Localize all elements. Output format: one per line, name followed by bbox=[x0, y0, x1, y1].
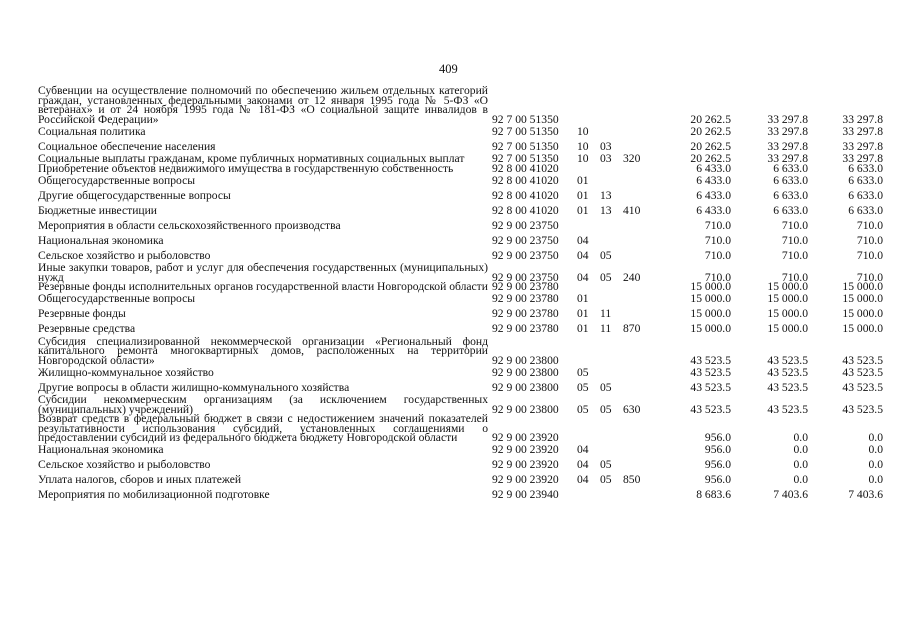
row-target-code: 92 7 00 51350 bbox=[492, 112, 559, 126]
row-subsection bbox=[600, 86, 623, 124]
row-target-code: 92 9 00 23780 bbox=[492, 280, 559, 293]
row-value-year3: 15 000.0 bbox=[842, 307, 883, 321]
row-target-code: 92 8 00 41020 bbox=[492, 203, 559, 217]
row-name: Иные закупки товаров, работ и услуг для обеспечения государственных (муниципальных) нужд bbox=[38, 261, 488, 284]
row-subsection bbox=[600, 218, 623, 233]
table-row bbox=[38, 488, 883, 503]
row-value-year1: 15 000.0 bbox=[690, 292, 731, 306]
table-row bbox=[38, 203, 883, 218]
row-expense-type bbox=[623, 173, 661, 188]
row-value-year1: 20 262.5 bbox=[690, 112, 731, 126]
table-row bbox=[38, 86, 883, 124]
row-value-year1: 43 523.5 bbox=[690, 402, 731, 416]
row-expense-type bbox=[623, 86, 661, 124]
row-section: 01 bbox=[577, 188, 589, 202]
row-target-code: 92 7 00 51350 bbox=[492, 152, 559, 165]
row-value-year2: 43 523.5 bbox=[767, 402, 808, 416]
row-value-year2: 710.0 bbox=[781, 218, 808, 232]
row-section bbox=[577, 488, 600, 503]
row-expense-type: 320 bbox=[623, 152, 641, 165]
row-target-code: 92 9 00 23800 bbox=[492, 380, 559, 394]
row-value-year3: 0.0 bbox=[868, 443, 883, 457]
row-value-year2: 6 633.0 bbox=[773, 203, 808, 217]
table-row bbox=[38, 337, 883, 366]
row-value-year3: 710.0 bbox=[856, 218, 883, 232]
row-name: Национальная экономика bbox=[38, 443, 164, 457]
row-target-code: 92 9 00 23940 bbox=[492, 488, 559, 502]
row-value-year3: 6 633.0 bbox=[848, 203, 883, 217]
row-name: Мероприятия в области сельскохозяйственного производства bbox=[38, 218, 341, 232]
row-expense-type bbox=[623, 233, 661, 248]
row-value-year3: 15 000.0 bbox=[842, 292, 883, 306]
row-expense-type: 870 bbox=[623, 322, 641, 336]
row-expense-type bbox=[623, 292, 661, 307]
table-row bbox=[38, 233, 883, 248]
row-name: Резервные средства bbox=[38, 322, 136, 336]
row-value-year2: 33 297.8 bbox=[767, 152, 808, 165]
row-section: 10 bbox=[577, 124, 589, 138]
row-value-year1: 15 000.0 bbox=[690, 307, 731, 321]
row-value-year1: 710.0 bbox=[704, 248, 731, 262]
row-name: Субсидия специализированной некоммерческой организации «Региональный фонд капитального ремонта многоквартирных домов, расположенных на территории Новгородской области» bbox=[38, 334, 488, 367]
row-value-year2: 15 000.0 bbox=[767, 307, 808, 321]
row-value-year3: 0.0 bbox=[868, 458, 883, 472]
row-value-year2: 710.0 bbox=[781, 248, 808, 262]
row-value-year3: 0.0 bbox=[868, 431, 883, 444]
row-target-code: 92 9 00 23750 bbox=[492, 248, 559, 262]
row-value-year2: 43 523.5 bbox=[767, 365, 808, 379]
row-value-year2: 33 297.8 bbox=[767, 112, 808, 126]
table-row bbox=[38, 443, 883, 458]
row-value-year1: 43 523.5 bbox=[690, 365, 731, 379]
row-name: Мероприятия по мобилизационной подготовке bbox=[38, 488, 270, 502]
row-section: 01 bbox=[577, 203, 589, 217]
row-subsection bbox=[600, 414, 623, 443]
row-name: Другие общегосударственные вопросы bbox=[38, 188, 231, 202]
row-value-year1: 6 433.0 bbox=[696, 203, 731, 217]
row-name: Уплата налогов, сборов и иных платежей bbox=[38, 473, 242, 487]
row-target-code: 92 7 00 51350 bbox=[492, 124, 559, 138]
row-value-year2: 6 633.0 bbox=[773, 173, 808, 187]
row-expense-type bbox=[623, 458, 661, 473]
row-section: 10 bbox=[577, 139, 589, 153]
row-subsection: 05 bbox=[600, 458, 612, 472]
row-expense-type: 240 bbox=[623, 270, 641, 284]
budget-table bbox=[38, 86, 883, 503]
row-section: 04 bbox=[577, 458, 589, 472]
table-row bbox=[38, 414, 883, 443]
row-expense-type bbox=[623, 307, 661, 322]
row-subsection: 13 bbox=[600, 203, 612, 217]
row-value-year3: 710.0 bbox=[856, 233, 883, 247]
row-value-year1: 710.0 bbox=[704, 270, 731, 284]
table-row bbox=[38, 124, 883, 139]
row-name: Сельское хозяйство и рыболовство bbox=[38, 458, 211, 472]
row-subsection: 05 bbox=[600, 473, 612, 487]
row-section: 04 bbox=[577, 270, 589, 284]
row-section bbox=[577, 218, 600, 233]
row-name: Субвенции на осуществление полномочий по обеспечению жильем отдельных категорий граждан, установленных федеральными законами от 12 января 1995 года № 5-ФЗ «О ветеранах» и от 24 ноября 1995 года № 181-ФЗ «О социальной защите инвалидов в Российской Федерации» bbox=[38, 84, 488, 126]
row-value-year2: 33 297.8 bbox=[767, 124, 808, 138]
row-section: 10 bbox=[577, 152, 589, 165]
row-value-year2: 15 000.0 bbox=[767, 280, 808, 293]
row-subsection: 03 bbox=[600, 152, 612, 165]
row-section: 04 bbox=[577, 443, 589, 457]
table-row bbox=[38, 188, 883, 203]
row-target-code: 92 9 00 23800 bbox=[492, 402, 559, 416]
row-target-code: 92 9 00 23780 bbox=[492, 322, 559, 336]
row-target-code: 92 9 00 23800 bbox=[492, 353, 559, 367]
row-value-year2: 15 000.0 bbox=[767, 292, 808, 306]
row-name: Общегосударственные вопросы bbox=[38, 292, 196, 306]
row-subsection bbox=[600, 292, 623, 307]
row-subsection: 05 bbox=[600, 270, 612, 284]
row-value-year1: 710.0 bbox=[704, 233, 731, 247]
row-value-year3: 710.0 bbox=[856, 248, 883, 262]
row-value-year3: 33 297.8 bbox=[842, 112, 883, 126]
row-expense-type bbox=[623, 124, 661, 139]
table-row bbox=[38, 218, 883, 233]
row-subsection bbox=[600, 488, 623, 503]
row-value-year1: 956.0 bbox=[704, 473, 731, 487]
row-value-year2: 0.0 bbox=[793, 458, 808, 472]
row-subsection: 05 bbox=[600, 380, 612, 394]
row-section: 01 bbox=[577, 307, 589, 321]
row-value-year3: 43 523.5 bbox=[842, 365, 883, 379]
row-section bbox=[577, 337, 600, 366]
row-value-year2: 0.0 bbox=[793, 473, 808, 487]
row-value-year2: 43 523.5 bbox=[767, 353, 808, 367]
row-expense-type bbox=[623, 414, 661, 443]
row-value-year2: 7 403.6 bbox=[773, 488, 808, 502]
page-number: 409 bbox=[439, 62, 458, 76]
row-value-year3: 7 403.6 bbox=[848, 488, 883, 502]
row-target-code: 92 9 00 23920 bbox=[492, 443, 559, 457]
row-name: Резервные фонды исполнительных органов государственной власти Новгородской области bbox=[38, 280, 488, 293]
row-expense-type bbox=[623, 188, 661, 203]
row-target-code: 92 9 00 23750 bbox=[492, 233, 559, 247]
row-value-year1: 6 433.0 bbox=[696, 161, 731, 175]
row-value-year3: 710.0 bbox=[856, 270, 883, 284]
row-value-year2: 43 523.5 bbox=[767, 380, 808, 394]
row-value-year3: 33 297.8 bbox=[842, 124, 883, 138]
row-subsection bbox=[600, 337, 623, 366]
row-value-year3: 43 523.5 bbox=[842, 402, 883, 416]
row-subsection: 13 bbox=[600, 188, 612, 202]
row-value-year2: 0.0 bbox=[793, 431, 808, 444]
row-subsection bbox=[600, 365, 623, 380]
row-value-year3: 6 633.0 bbox=[848, 161, 883, 175]
row-value-year3: 6 633.0 bbox=[848, 188, 883, 202]
row-value-year2: 0.0 bbox=[793, 443, 808, 457]
row-name: Сельское хозяйство и рыболовство bbox=[38, 248, 211, 262]
row-expense-type bbox=[623, 380, 661, 395]
row-section: 04 bbox=[577, 233, 589, 247]
row-name: Другие вопросы в области жилищно-коммунального хозяйства bbox=[38, 380, 350, 394]
row-subsection bbox=[600, 233, 623, 248]
row-expense-type: 850 bbox=[623, 473, 641, 487]
row-section: 01 bbox=[577, 292, 589, 306]
row-subsection: 11 bbox=[600, 307, 612, 321]
table-row bbox=[38, 282, 883, 292]
row-value-year1: 15 000.0 bbox=[690, 280, 731, 293]
row-value-year3: 0.0 bbox=[868, 473, 883, 487]
table-row bbox=[38, 173, 883, 188]
row-name: Социальное обеспечение населения bbox=[38, 139, 216, 153]
row-value-year1: 20 262.5 bbox=[690, 124, 731, 138]
row-target-code: 92 8 00 41020 bbox=[492, 173, 559, 187]
row-expense-type: 410 bbox=[623, 203, 641, 217]
row-name: Субсидии некоммерческим организациям (за исключением государственных (муниципальных) учреждений) bbox=[38, 393, 488, 416]
row-value-year3: 33 297.8 bbox=[842, 139, 883, 153]
row-name: Общегосударственные вопросы bbox=[38, 173, 196, 187]
row-value-year2: 710.0 bbox=[781, 233, 808, 247]
row-section: 04 bbox=[577, 248, 589, 262]
row-target-code: 92 9 00 23920 bbox=[492, 431, 559, 444]
row-expense-type bbox=[623, 248, 661, 263]
row-value-year2: 6 633.0 bbox=[773, 161, 808, 175]
row-expense-type: 630 bbox=[623, 402, 641, 416]
row-name: Возврат средств в федеральный бюджет в связи с недостижением значений показателей результативности использования субсидий, установленных соглашениями о предоставлении субсидий из федерального бюджета бюджету Новгородской области bbox=[38, 412, 488, 444]
row-target-code: 92 9 00 23920 bbox=[492, 458, 559, 472]
table-row bbox=[38, 292, 883, 307]
row-name: Бюджетные инвестиции bbox=[38, 203, 158, 217]
row-target-code: 92 9 00 23780 bbox=[492, 292, 559, 306]
row-value-year1: 8 683.6 bbox=[696, 488, 731, 502]
row-subsection: 11 bbox=[600, 322, 612, 336]
row-target-code: 92 8 00 41020 bbox=[492, 161, 559, 175]
row-value-year1: 956.0 bbox=[704, 443, 731, 457]
row-value-year1: 43 523.5 bbox=[690, 353, 731, 367]
row-name: Жилищно-коммунальное хозяйство bbox=[38, 365, 214, 379]
row-subsection bbox=[600, 173, 623, 188]
row-name: Национальная экономика bbox=[38, 233, 164, 247]
row-subsection: 05 bbox=[600, 402, 612, 416]
row-value-year2: 6 633.0 bbox=[773, 188, 808, 202]
table-row bbox=[38, 458, 883, 473]
row-name: Социальные выплаты гражданам, кроме публичных нормативных социальных выплат bbox=[38, 152, 465, 165]
row-value-year3: 33 297.8 bbox=[842, 152, 883, 165]
row-subsection: 03 bbox=[600, 139, 612, 153]
row-value-year2: 710.0 bbox=[781, 270, 808, 284]
row-value-year1: 43 523.5 bbox=[690, 380, 731, 394]
row-name: Социальная политика bbox=[38, 124, 146, 138]
row-expense-type bbox=[623, 488, 661, 503]
row-target-code: 92 9 00 23920 bbox=[492, 473, 559, 487]
table-row bbox=[38, 473, 883, 488]
table-row bbox=[38, 365, 883, 380]
row-target-code: 92 9 00 23800 bbox=[492, 365, 559, 379]
row-target-code: 92 9 00 23750 bbox=[492, 270, 559, 284]
row-value-year3: 43 523.5 bbox=[842, 380, 883, 394]
row-target-code: 92 9 00 23750 bbox=[492, 218, 559, 232]
row-expense-type bbox=[623, 218, 661, 233]
row-section: 05 bbox=[577, 402, 589, 416]
row-subsection bbox=[600, 124, 623, 139]
row-expense-type bbox=[623, 365, 661, 380]
row-value-year1: 6 433.0 bbox=[696, 188, 731, 202]
row-subsection bbox=[600, 443, 623, 458]
table-row bbox=[38, 307, 883, 322]
row-subsection: 05 bbox=[600, 248, 612, 262]
row-name: Приобретение объектов недвижимого имущества в государственную собственность bbox=[38, 161, 454, 175]
row-section: 01 bbox=[577, 173, 589, 187]
row-section: 01 bbox=[577, 322, 589, 336]
row-target-code: 92 7 00 51350 bbox=[492, 139, 559, 153]
row-value-year3: 15 000.0 bbox=[842, 322, 883, 336]
row-section: 05 bbox=[577, 380, 589, 394]
row-expense-type bbox=[623, 443, 661, 458]
row-expense-type bbox=[623, 337, 661, 366]
row-target-code: 92 8 00 41020 bbox=[492, 188, 559, 202]
row-value-year1: 710.0 bbox=[704, 218, 731, 232]
row-value-year3: 43 523.5 bbox=[842, 353, 883, 367]
table-body bbox=[38, 86, 883, 503]
row-value-year1: 15 000.0 bbox=[690, 322, 731, 336]
row-section: 05 bbox=[577, 365, 589, 379]
row-value-year1: 956.0 bbox=[704, 458, 731, 472]
row-value-year1: 6 433.0 bbox=[696, 173, 731, 187]
row-value-year3: 6 633.0 bbox=[848, 173, 883, 187]
row-section bbox=[577, 414, 600, 443]
row-section bbox=[577, 86, 600, 124]
row-value-year2: 33 297.8 bbox=[767, 139, 808, 153]
row-name: Резервные фонды bbox=[38, 307, 126, 321]
row-value-year1: 20 262.5 bbox=[690, 139, 731, 153]
row-value-year3: 15 000.0 bbox=[842, 280, 883, 293]
row-value-year1: 956.0 bbox=[704, 431, 731, 444]
row-value-year1: 20 262.5 bbox=[690, 152, 731, 165]
row-value-year2: 15 000.0 bbox=[767, 322, 808, 336]
row-section: 04 bbox=[577, 473, 589, 487]
row-target-code: 92 9 00 23780 bbox=[492, 307, 559, 321]
